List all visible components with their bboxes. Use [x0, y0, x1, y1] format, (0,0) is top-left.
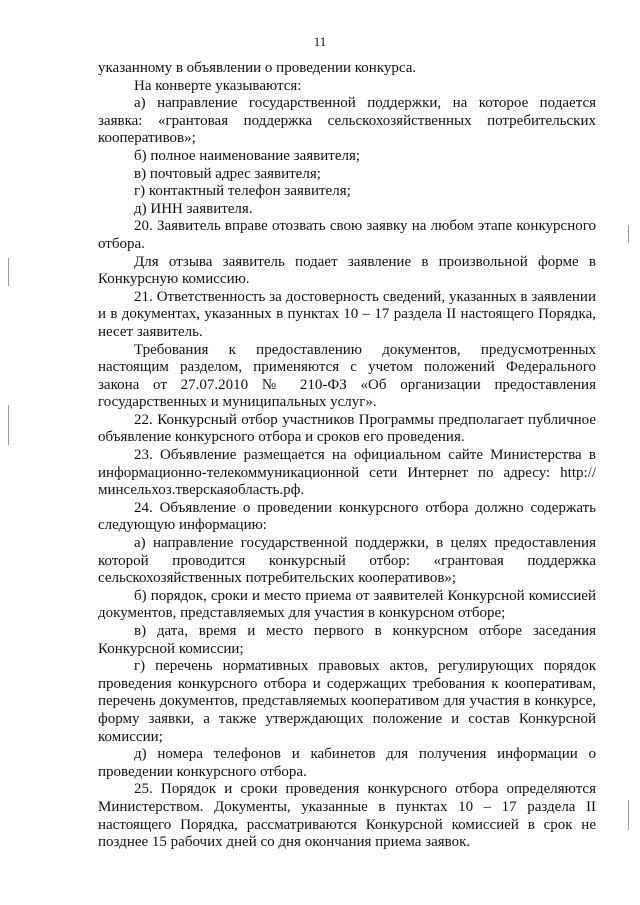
- paragraph: Требования к предоставлению документов, предусмотренных настоящим разделом, применяются с учетом положений Федерального закона от 27.07.2010 № 210-ФЗ «Об организации предоставления государственных и муниципальных услуг».: [98, 341, 596, 411]
- page-number: 11: [313, 34, 327, 49]
- paragraph: в) дата, время и место первого в конкурсном отборе заседания Конкурсной комиссии;: [98, 623, 596, 657]
- paragraph: д) ИНН заявителя.: [134, 200, 253, 217]
- paragraph: б) полное наименование заявителя;: [134, 147, 361, 164]
- paragraph: 20. Заявитель вправе отозвать свою заявку на любом этапе конкурсного отбора.: [98, 218, 596, 252]
- scan-edge-mark: [8, 405, 9, 445]
- scan-edge-mark: [8, 258, 9, 286]
- scan-edge-mark: [628, 800, 629, 830]
- paragraph: г) перечень нормативных правовых актов, регулирующих порядок проведения конкурсного отбора и содержащих требования к кооперативам, перечень документов, представляемых кооперативом для участия в конкурсе, форму заявки, а также утверждающих положение и состав Конкурсной комиссии;: [98, 658, 596, 745]
- paragraph: в) почтовый адрес заявителя;: [134, 165, 321, 182]
- paragraph: Для отзыва заявитель подает заявление в произвольной форме в Конкурсную комиссию.: [98, 253, 596, 288]
- paragraph: г) контактный телефон заявителя;: [134, 183, 351, 200]
- paragraph: 23. Объявление размещается на официальном сайте Министерства в информационно-телекоммуникационной сети Интернет по адресу: http://минсельхоз.тверскаяобласть.рф.: [98, 447, 596, 499]
- scan-edge-mark: [628, 225, 629, 243]
- paragraph: а) направление государственной поддержки, на которое подается заявка: «грантовая поддержка сельскохозяйственных потребительских кооперативов»;: [98, 95, 596, 147]
- paragraph: а) направление государственной поддержки, в целях предоставления которой проводится конкурсный отбор: «грантовая поддержка сельскохозяйственных потребительских кооперативов»;: [98, 535, 596, 587]
- paragraph: д) номера телефонов и кабинетов для получения информации о проведении конкурсного отбора.: [98, 746, 596, 780]
- paragraph: На конверте указываются:: [134, 77, 302, 94]
- paragraph: 21. Ответственность за достоверность сведений, указанных в заявлении и в документах, указанных в пунктах 10 – 17 раздела II настоящего Порядка, несет заявитель.: [98, 288, 596, 340]
- paragraph: 25. Порядок и сроки проведения конкурсного отбора определяются Министерством. Документы, указанные в пунктах 10 – 17 раздела II настоящего Порядка, рассматриваются Конкурсной комиссией в срок не позднее 15 рабочих дней со дня окончания приема заявок.: [98, 781, 596, 851]
- paragraph: 24. Объявление о проведении конкурсного отбора должно содержать следующую информацию:: [98, 499, 596, 534]
- paragraph: указанному в объявлении о проведении конкурса.: [98, 60, 417, 76]
- document-body: [98, 60, 596, 852]
- paragraph: б) порядок, сроки и место приема от заявителей Конкурсной комиссией документов, представляемых для участия в конкурсном отборе;: [98, 587, 596, 622]
- paragraph: 22. Конкурсный отбор участников Программы предполагает публичное объявление конкурсного отбора и сроков его проведения.: [98, 411, 596, 446]
